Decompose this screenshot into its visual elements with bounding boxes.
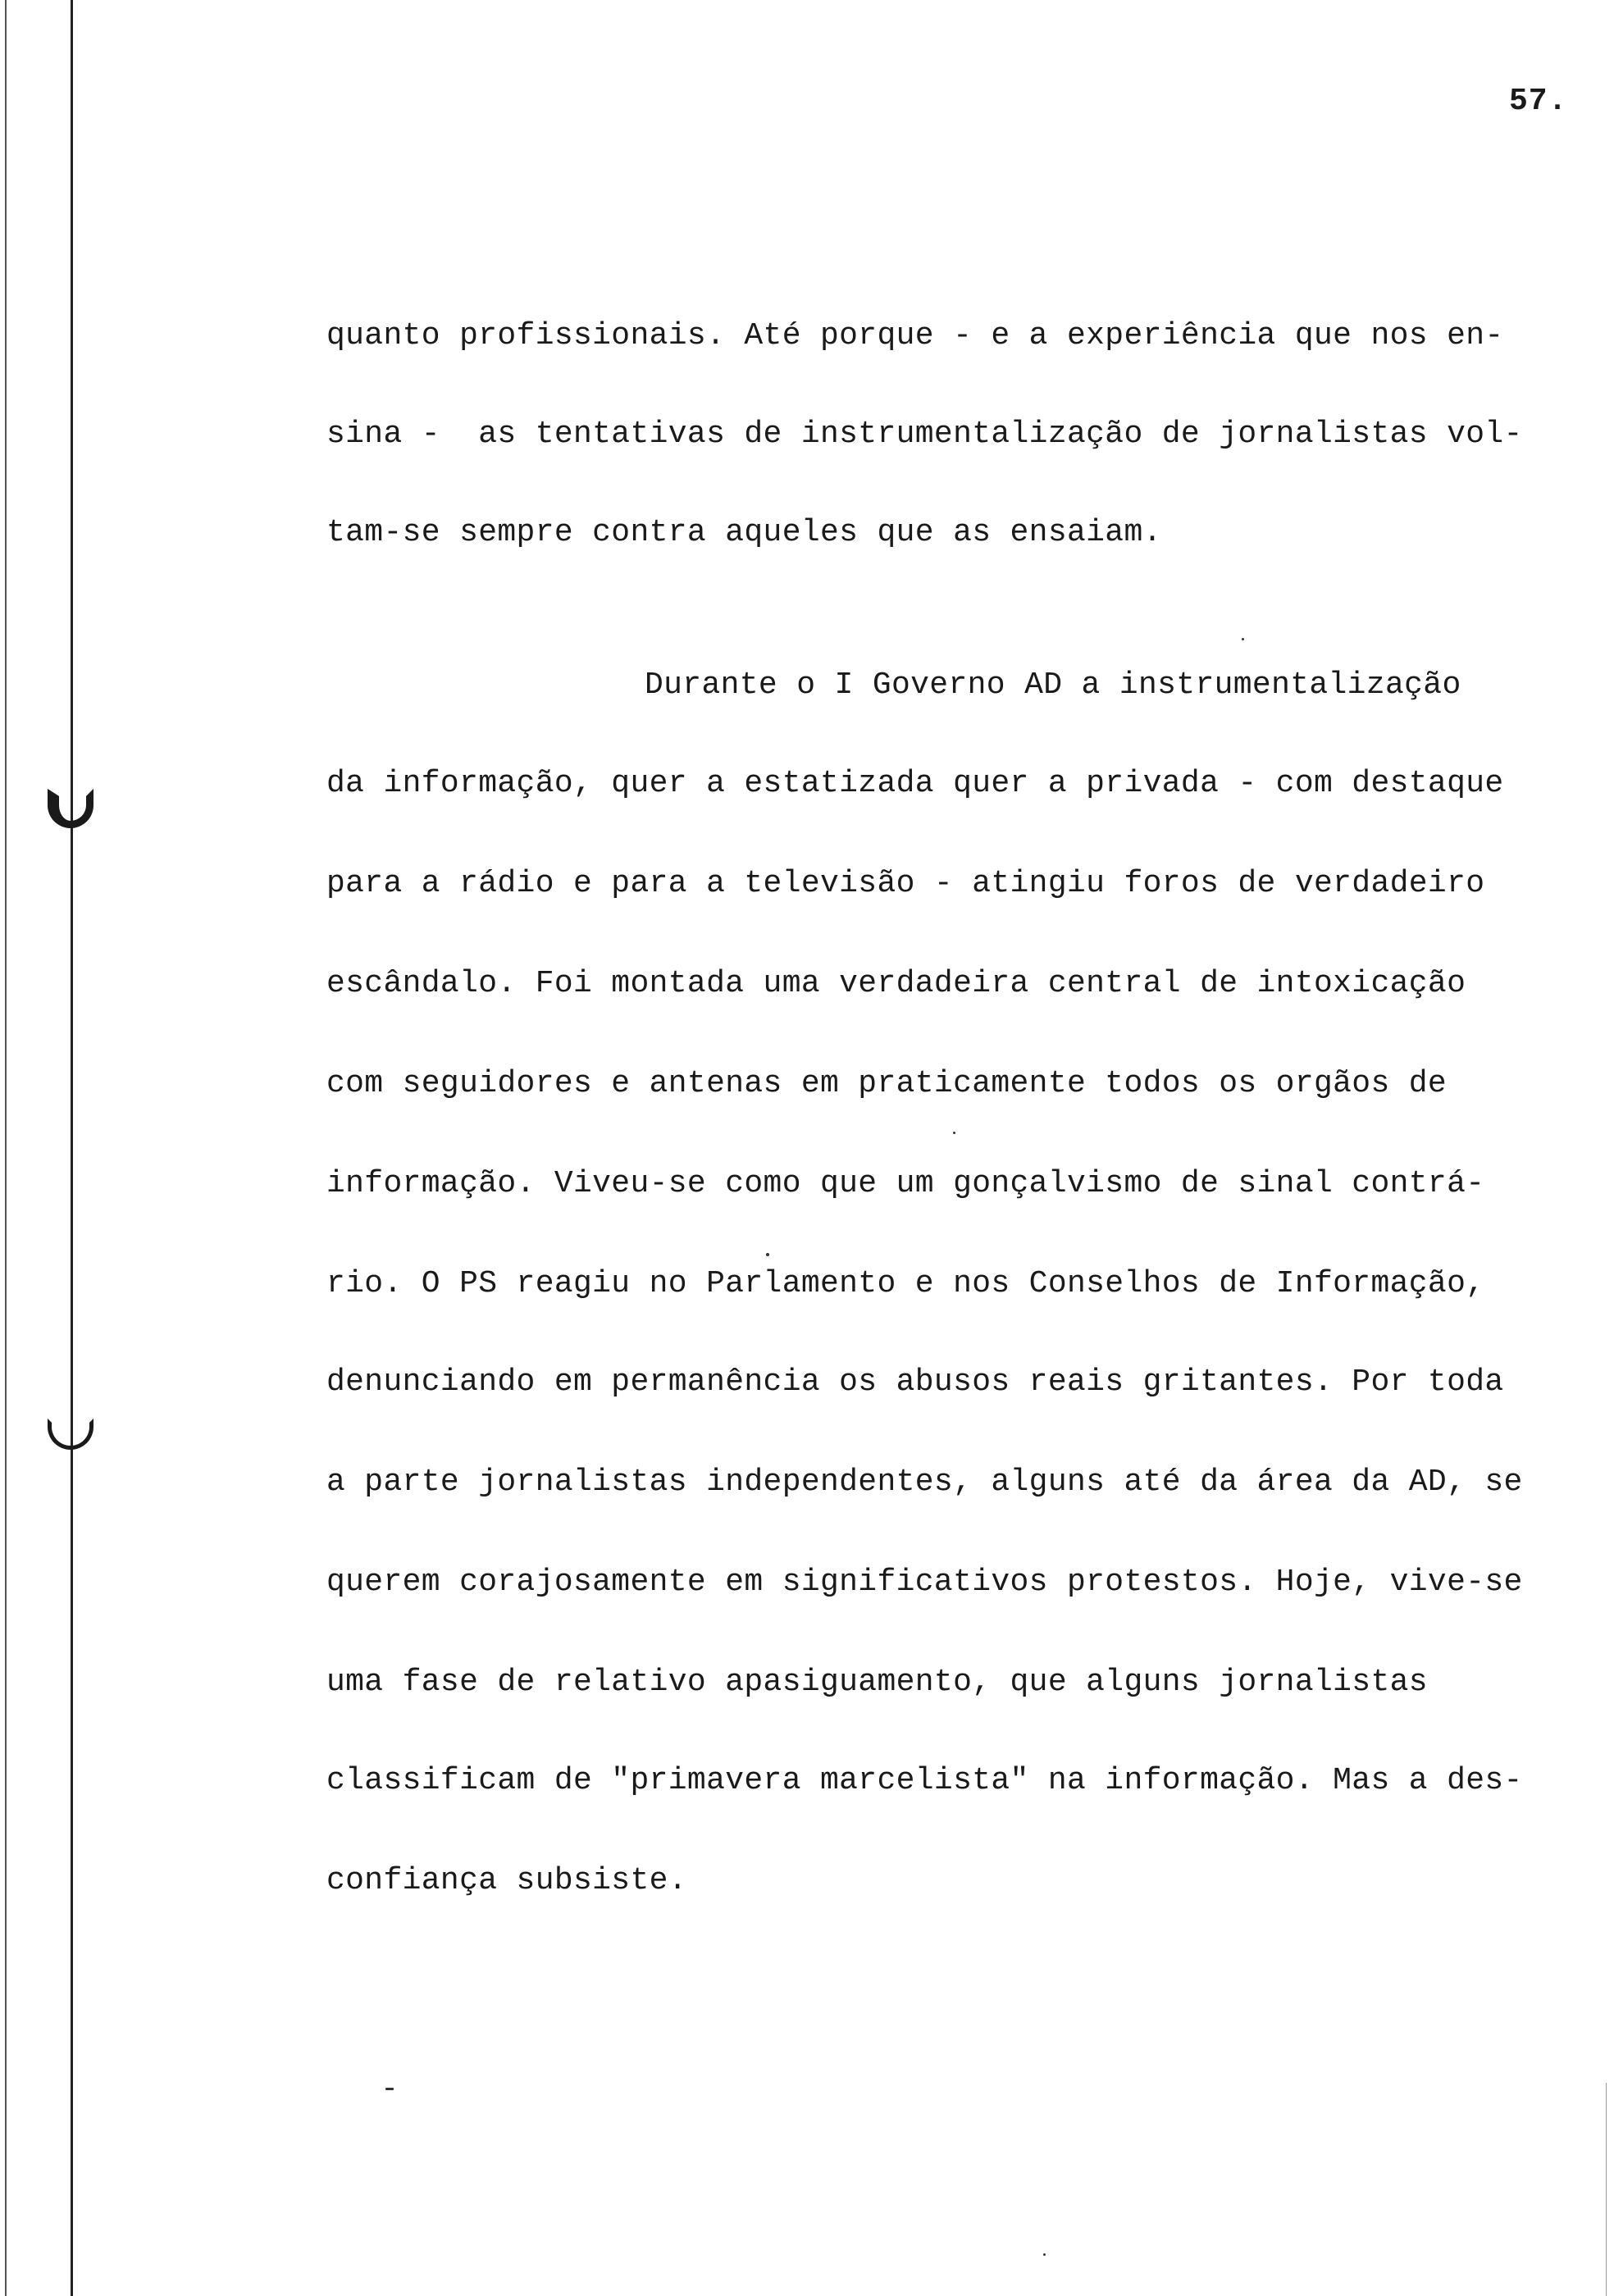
text-line: da informação, quer a estatizada quer a privada - com destaque xyxy=(326,766,1504,801)
text-line: denunciando em permanência os abusos reais gritantes. Por toda xyxy=(326,1364,1504,1400)
binding-line-inner xyxy=(71,0,73,2296)
text-line: com seguidores e antenas em praticamente todos os orgãos de xyxy=(326,1066,1448,1101)
text-line: rio. O PS reagiu no Parlamento e nos Conselhos de Informação, xyxy=(326,1266,1485,1301)
punch-hole-mark xyxy=(48,1419,93,1450)
scan-speck xyxy=(953,1132,955,1134)
scan-speck xyxy=(1242,638,1244,640)
text-line: querem corajosamente em significativos protestos. Hoje, vive-se xyxy=(326,1565,1523,1600)
scan-speck xyxy=(385,2088,394,2090)
text-line: classificam de "primavera marcelista" na informação. Mas a des- xyxy=(326,1763,1523,1798)
text-line: confiança subsiste. xyxy=(326,1863,687,1898)
paragraph-indented-line: Durante o I Governo AD a instrumentalização xyxy=(645,667,1461,703)
text-line: escândalo. Foi montada uma verdadeira central de intoxicação xyxy=(326,966,1466,1001)
text-line: a parte jornalistas independentes, alguns até da área da AD, se xyxy=(326,1465,1523,1500)
edge-line-right xyxy=(1606,2083,1607,2296)
text-line: uma fase de relativo apasiguamento, que alguns jornalistas xyxy=(326,1665,1428,1700)
text-line: para a rádio e para a televisão - atingiu foros de verdadeiro xyxy=(326,866,1485,901)
binding-line-outer xyxy=(5,0,7,2296)
page-number: 57. xyxy=(1509,84,1568,119)
scan-speck xyxy=(766,1253,769,1256)
text-line: informação. Viveu-se como que um gonçalvismo de sinal contrá- xyxy=(326,1166,1485,1201)
text-line: sina - as tentativas de instrumentalização de jornalistas vol- xyxy=(326,417,1523,452)
text-line: quanto profissionais. Até porque - e a experiência que nos en- xyxy=(326,318,1504,353)
text-line: tam-se sempre contra aqueles que as ensaiam. xyxy=(326,515,1162,550)
punch-hole-mark xyxy=(48,789,93,828)
scan-speck xyxy=(1043,2253,1046,2256)
